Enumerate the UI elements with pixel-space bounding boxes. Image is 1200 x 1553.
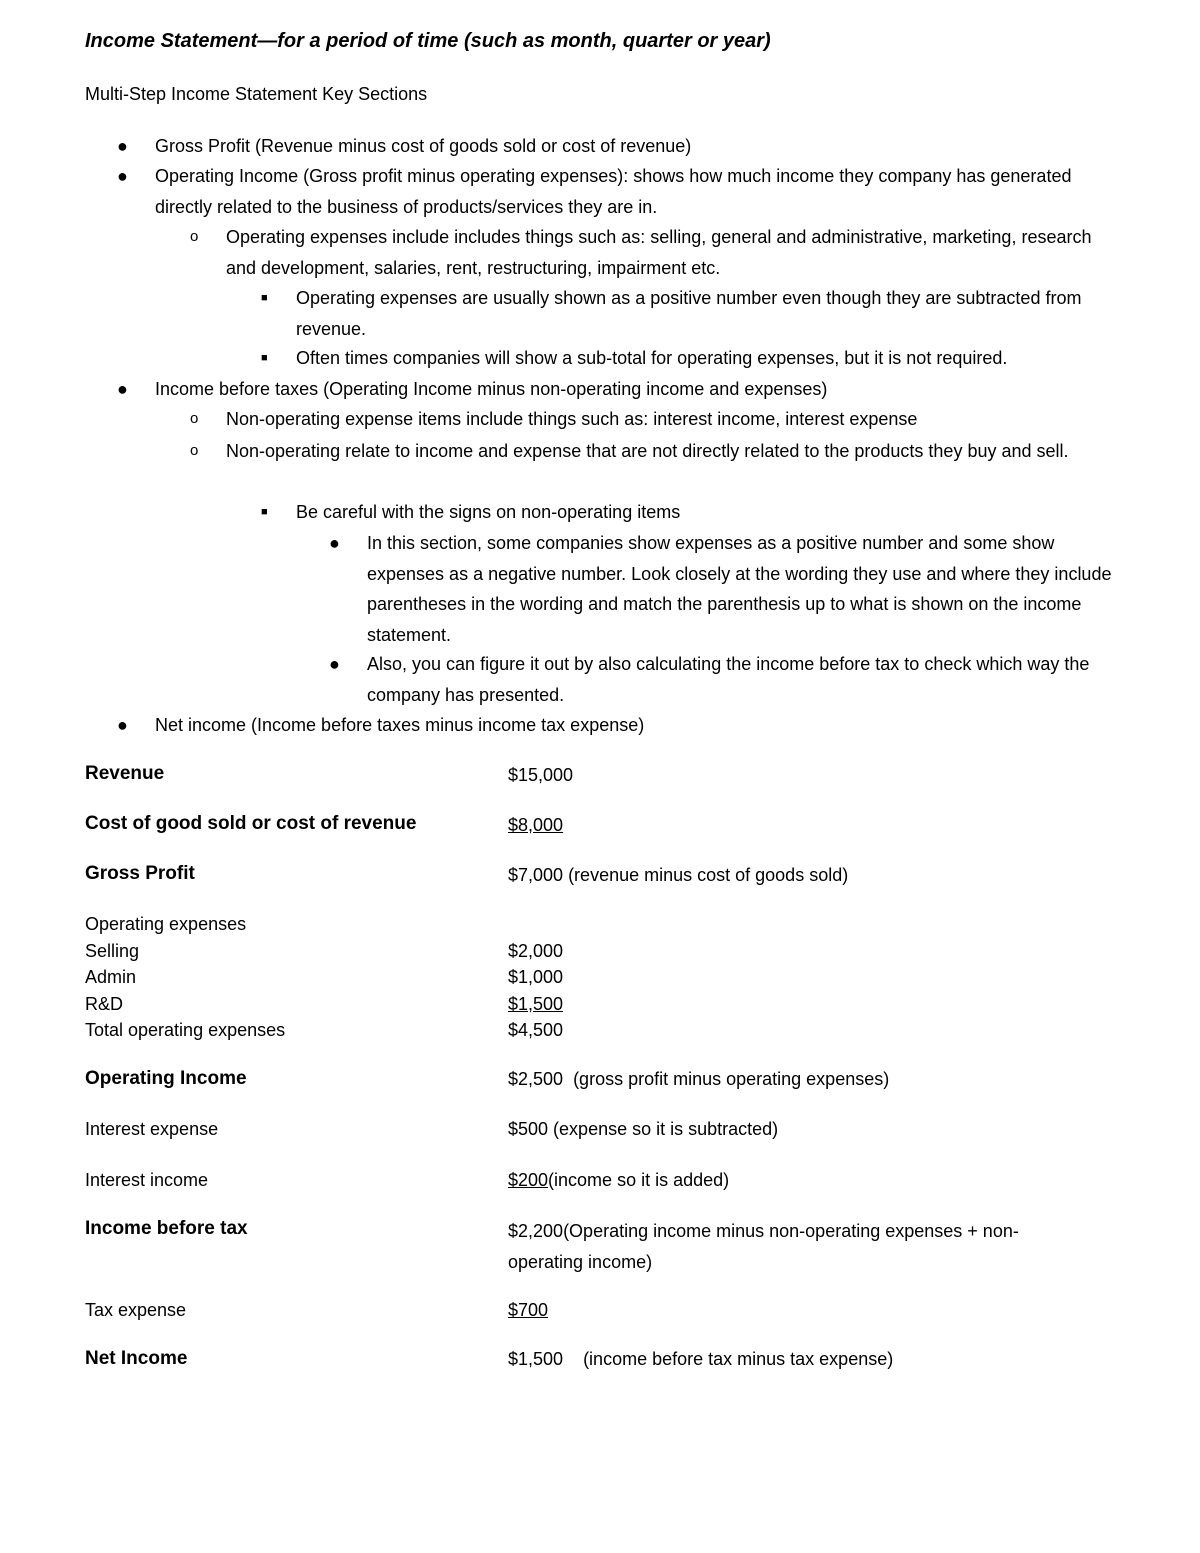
total-opex-label: Total operating expenses	[85, 1020, 286, 1040]
cogs-label: Cost of good sold or cost of revenue	[85, 813, 417, 834]
bullet-income-before-taxes: ● Income before taxes (Operating Income minus non-operating income and expenses)	[155, 374, 1115, 405]
admin-value: $1,000	[508, 967, 564, 987]
cogs-value: $8,000	[508, 815, 564, 835]
revenue-label: Revenue	[85, 763, 165, 784]
bullet-operating-income: ● Operating Income (Gross profit minus operating expenses): shows how much income they company has generated directly related to the business of products/services they are in.	[155, 161, 1115, 222]
bullet-dot-icon: ●	[329, 654, 340, 674]
bullet-net-income: ● Net income (Income before taxes minus income tax expense)	[155, 710, 1115, 741]
bullet-dot-icon: ●	[117, 379, 128, 399]
bullet-circle-icon: o	[190, 228, 199, 245]
bullet-opex-subtotal: ■ Often times companies will show a sub-total for operating expenses, but it is not required.	[296, 343, 1116, 374]
tax-expense-label: Tax expense	[85, 1300, 187, 1320]
gross-profit-label: Gross Profit	[85, 863, 195, 884]
gross-profit-value: $7,000 (revenue minus cost of goods sold)	[508, 865, 849, 885]
bullet-square-icon: ■	[261, 506, 268, 518]
selling-label: Selling	[85, 941, 140, 961]
section-subtitle: Multi-Step Income Statement Key Sections	[85, 84, 428, 104]
income-before-tax-label: Income before tax	[85, 1218, 248, 1239]
bullet-circle-icon: o	[190, 442, 199, 459]
rd-label: R&D	[85, 994, 124, 1014]
bullet-section-signs: ● In this section, some companies show expenses as a positive number and some show expenses as a negative number. Look closely at the wording they use and where they include parentheses in the wording and match the parenthesis up to what is shown on the income statement.	[367, 528, 1117, 650]
operating-income-value: $2,500 (gross profit minus operating expenses)	[508, 1069, 890, 1089]
operating-income-label: Operating Income	[85, 1068, 247, 1089]
bullet-nonop-items: o Non-operating expense items include things such as: interest income, interest expense	[226, 404, 1116, 435]
income-before-tax-value: $2,200(Operating income minus non-operating expenses + non-operating income)	[508, 1221, 1019, 1272]
net-income-value: $1,500 (income before tax minus tax expense)	[508, 1349, 894, 1369]
bullet-figure-out: ● Also, you can figure it out by also calculating the income before tax to check which way the company has presented.	[367, 649, 1117, 710]
bullet-dot-icon: ●	[117, 136, 128, 156]
page-title: Income Statement—for a period of time (such as month, quarter or year)	[85, 30, 771, 52]
opex-heading: Operating expenses	[85, 914, 247, 934]
selling-value: $2,000	[508, 941, 564, 961]
bullet-dot-icon: ●	[117, 715, 128, 735]
bullet-opex-include: o Operating expenses include includes things such as: selling, general and administrative, marketing, research and development, salaries, rent, restructuring, impairment etc.	[226, 222, 1116, 283]
admin-label: Admin	[85, 967, 137, 987]
bullet-square-icon: ■	[261, 292, 268, 304]
bullet-dot-icon: ●	[117, 166, 128, 186]
bullet-dot-icon: ●	[329, 533, 340, 553]
net-income-label: Net Income	[85, 1348, 188, 1369]
rd-value: $1,500	[508, 994, 564, 1014]
interest-expense-label: Interest expense	[85, 1119, 219, 1139]
interest-income-value: $200(income so it is added)	[508, 1170, 730, 1190]
tax-expense-value: $700	[508, 1300, 549, 1320]
bullet-circle-icon: o	[190, 410, 199, 427]
bullet-opex-positive: ■ Operating expenses are usually shown as a positive number even though they are subtracted from revenue.	[296, 283, 1116, 344]
bullet-gross-profit: ● Gross Profit (Revenue minus cost of goods sold or cost of revenue)	[155, 131, 1115, 162]
revenue-value: $15,000	[508, 765, 574, 785]
interest-expense-value: $500 (expense so it is subtracted)	[508, 1119, 779, 1139]
interest-income-label: Interest income	[85, 1170, 209, 1190]
bullet-nonop-relate: o Non-operating relate to income and expense that are not directly related to the products they buy and sell.	[226, 436, 1116, 467]
total-opex-value: $4,500	[508, 1020, 564, 1040]
bullet-square-icon: ■	[261, 352, 268, 364]
bullet-careful-signs: ■ Be careful with the signs on non-operating items	[296, 497, 1116, 528]
